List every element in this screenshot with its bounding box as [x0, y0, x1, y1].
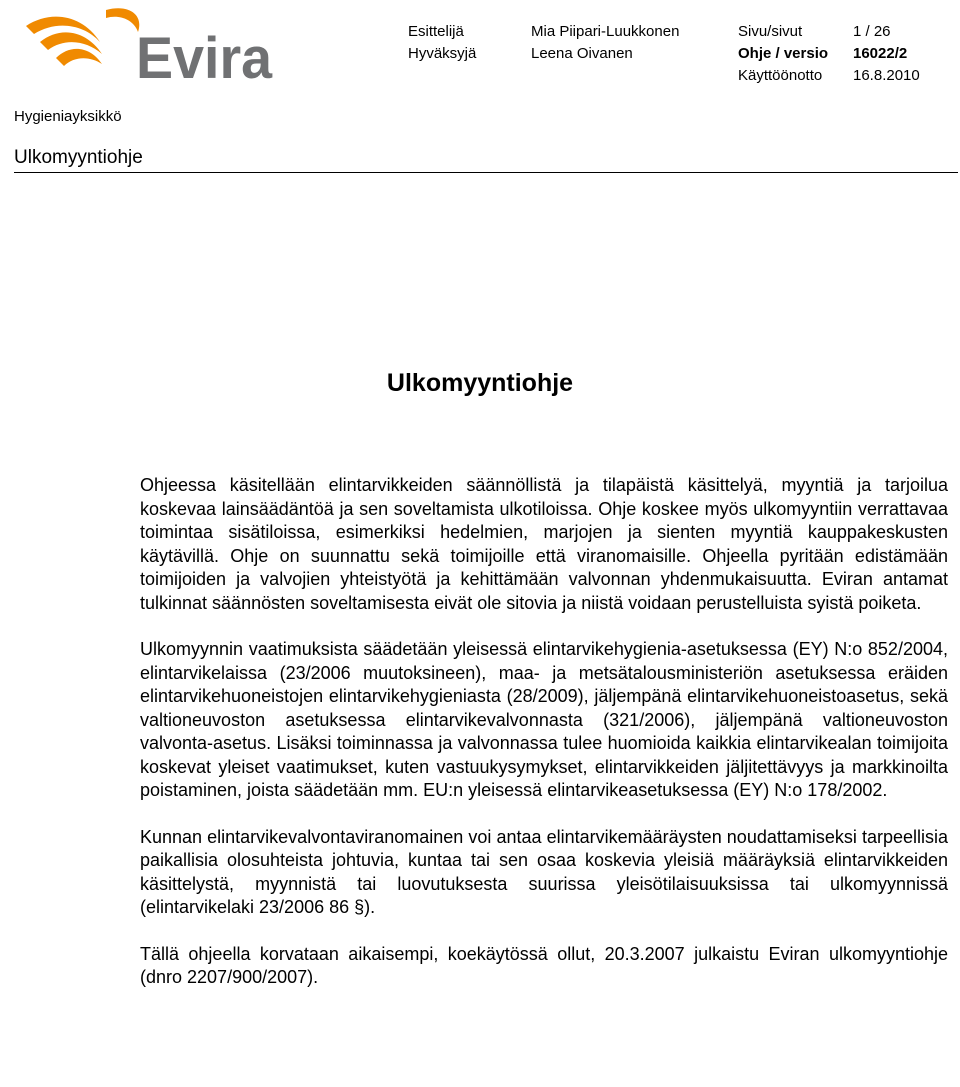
meta-presenter-name: Mia Piipari-Luukkonen — [531, 23, 680, 40]
logo-swirl-icon — [26, 8, 139, 66]
paragraph-municipal: Kunnan elintarvikevalvontaviranomainen voi antaa elintarvikemääräysten noudattamiseksi tarpeellisia paikallisia olosuhteista johtuvia, kuntaa tai sen osaa koskevia yleisiä määräyksiä elintarvikkeiden käsittelystä, myynnistä tai luovutuksesta suurissa yleisötilaisuuksissa tai ulkomyynnissä (elintarvikelaki 23/2006 86 §). — [140, 826, 948, 917]
meta-names — [531, 21, 679, 65]
meta-right-values — [853, 21, 920, 87]
meta-approver-name: Leena Oivanen — [531, 45, 633, 62]
meta-effective-value: 16.8.2010 — [853, 67, 920, 84]
paragraph-legislation: Ulkomyynnin vaatimuksista säädetään yleisessä elintarvikehygienia-asetuksessa (EY) N:o 852/2004, elintarvikelaissa (23/2006 muutoksineen), maa- ja metsätalousministeriön asetuksessa eräiden elintarvikehuoneistojen elintarvikehygieniasta (28/2009), jäljempänä elintarvikehuoneistoasetus, sekä valtioneuvoston asetuksessa elintarvikevalvonnasta (321/2006), jäljempänä valtioneuvoston valvonta-asetus. Lisäksi toiminnassa ja valvonnassa tulee huomioida kaikkia elintarvikealan toimijoita koskevat yleiset vaatimukset, kuten vastuukysymykset, elintarvikkeiden jäljitettävyys ja markkinoilta poistaminen, joista säädetään mm. EU:n yleisessä elintarvikeasetuksessa (EY) N:o 178/2002. — [140, 639, 948, 800]
meta-label-version: Ohje / versio — [738, 45, 829, 62]
paragraph-replaces: Tällä ohjeella korvataan aikaisempi, koekäytössä ollut, 20.3.2007 julkaistu Eviran ulkomyyntiohje (dnro 2207/900/2007). — [140, 943, 948, 987]
meta-label-pages: Sivu/sivut — [738, 23, 803, 40]
meta-labels — [408, 21, 476, 65]
unit-name: Hygieniayksikkö — [14, 108, 122, 125]
page-title: Ulkomyyntiohje — [386, 369, 574, 397]
meta-version-value: 16022/2 — [853, 45, 908, 62]
meta-pages-value: 1 / 26 — [853, 23, 891, 40]
header-doc-title: Ulkomyyntiohje — [14, 147, 143, 168]
meta-right-labels — [738, 21, 828, 87]
header-divider — [14, 172, 958, 173]
meta-label-presenter: Esittelijä — [408, 23, 464, 40]
logo-wordmark: Evira — [136, 26, 273, 82]
paragraph-intro: Ohjeessa käsitellään elintarvikkeiden säännöllistä ja tilapäistä käsittelyä, myyntiä ja tarjoilua koskevaa lainsäädäntöä ja sen soveltamista ulkotiloissa. Ohje koskee myös ulkomyyntiin verrattavaa toimintaa sisätiloissa, esimerkiksi hedelmien, marjojen ja sienten myyntiä kauppakeskusten käytävillä. Ohje on suunnattu sekä toimijoille että viranomaisille. Ohjeella pyritään edistämään toimijoiden ja valvojien yhteistyötä ja kehittämään valvonnan yhdenmukaisuutta. Eviran antamat tulkinnat säännösten soveltamisesta eivät ole sitovia ja niistä voidaan perustelluista syistä poiketa. — [140, 475, 948, 613]
meta-label-effective: Käyttöönotto — [738, 67, 823, 84]
evira-logo — [20, 4, 275, 82]
meta-label-approver: Hyväksyjä — [408, 45, 477, 62]
document-body — [140, 474, 948, 1013]
